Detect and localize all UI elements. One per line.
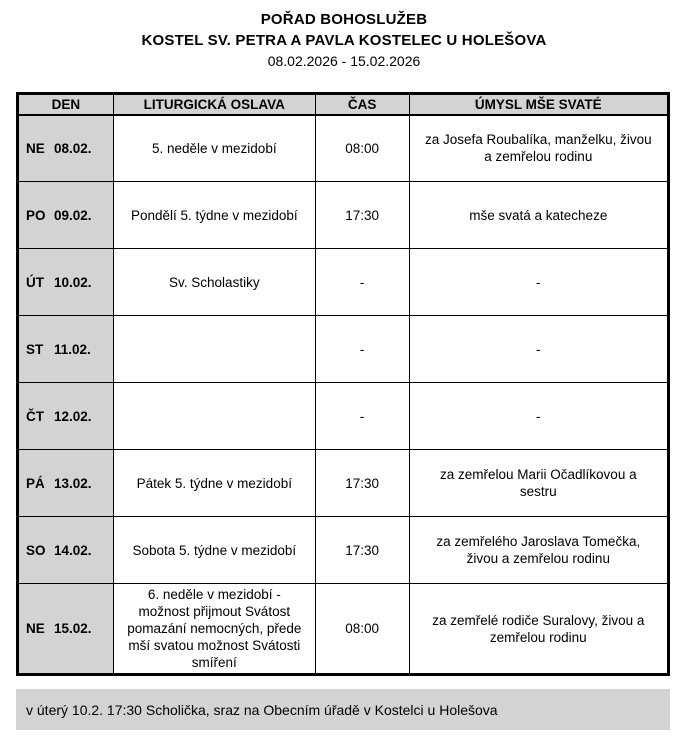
document-header — [0, 0, 688, 72]
intention-cell: mše svatá a katecheze — [409, 182, 668, 249]
day-abbreviation: SO — [26, 542, 46, 558]
day-date: 08.02. — [54, 140, 92, 156]
celebration-cell: Pátek 5. týdne v mezidobí — [113, 450, 315, 517]
date-range: 08.02.2026 - 15.02.2026 — [267, 53, 421, 69]
time-cell: 08:00 — [315, 115, 409, 182]
day-cell — [18, 383, 114, 450]
celebration-cell: Pondělí 5. týdne v mezidobí — [113, 182, 315, 249]
table-row — [18, 249, 669, 316]
table-row — [18, 383, 669, 450]
time-cell: - — [315, 249, 409, 316]
day-date: 15.02. — [54, 621, 92, 636]
day-cell — [18, 249, 114, 316]
table-row — [18, 182, 669, 249]
table-row — [18, 115, 669, 182]
column-header-day: DEN — [18, 94, 114, 115]
celebration-cell — [113, 383, 315, 450]
table-row — [18, 584, 669, 675]
celebration-cell: Sobota 5. týdne v mezidobí — [113, 517, 315, 584]
intention-cell: za zemřelou Marii Očadlíkovou a sestru — [409, 450, 668, 517]
day-cell — [18, 450, 114, 517]
column-header-intention: ÚMYSL MŠE SVATÉ — [409, 94, 668, 115]
day-abbreviation: NE — [26, 140, 45, 156]
day-cell — [18, 182, 114, 249]
time-cell: 17:30 — [315, 517, 409, 584]
time-cell: 17:30 — [315, 450, 409, 517]
church-name: KOSTEL SV. PETRA A PAVLA KOSTELEC U HOLEŠOVA — [141, 32, 547, 49]
intention-cell: - — [409, 316, 668, 383]
footer-note-text: v úterý 10.2. 17:30 Scholička, sraz na Obecním úřadě v Kostelci u Holešova — [26, 701, 498, 718]
time-cell: 17:30 — [315, 182, 409, 249]
intention-cell: - — [409, 249, 668, 316]
day-date: 11.02. — [54, 341, 91, 357]
day-abbreviation: NE — [26, 621, 45, 636]
celebration-cell: 5. neděle v mezidobí — [113, 115, 315, 182]
footer-note-bar — [16, 689, 670, 730]
day-abbreviation: PÁ — [26, 475, 45, 491]
day-abbreviation: ČT — [26, 408, 44, 424]
day-cell — [18, 316, 114, 383]
celebration-cell — [113, 316, 315, 383]
intention-cell: - — [409, 383, 668, 450]
table-header-row — [18, 94, 669, 115]
time-cell: - — [315, 316, 409, 383]
day-date: 12.02. — [54, 408, 92, 424]
day-cell — [18, 584, 114, 675]
day-abbreviation: ÚT — [26, 274, 44, 290]
day-abbreviation: ST — [26, 341, 44, 357]
time-cell: 08:00 — [315, 584, 409, 675]
day-date: 14.02. — [54, 542, 92, 558]
day-date: 13.02. — [54, 475, 92, 491]
column-header-time: ČAS — [315, 94, 409, 115]
intention-cell: za zemřelé rodiče Suralovy, živou a zemřelou rodinu — [409, 584, 668, 675]
day-date: 09.02. — [54, 207, 92, 223]
day-cell — [18, 115, 114, 182]
table-row — [18, 517, 669, 584]
celebration-cell: 6. neděle v mezidobí - možnost přijmout Svátost pomazání nemocných, přede mší svatou možnost Svátosti smíření — [113, 584, 315, 675]
day-date: 10.02. — [54, 274, 92, 290]
page-title: POŘAD BOHOSLUŽEB — [260, 11, 428, 28]
intention-cell: za Josefa Roubalíka, manželku, živou a zemřelou rodinu — [409, 115, 668, 182]
day-cell — [18, 517, 114, 584]
schedule-table — [16, 92, 670, 676]
column-header-celebration: LITURGICKÁ OSLAVA — [113, 94, 315, 115]
day-abbreviation: PO — [26, 207, 46, 223]
time-cell: - — [315, 383, 409, 450]
celebration-cell: Sv. Scholastiky — [113, 249, 315, 316]
table-row — [18, 450, 669, 517]
intention-cell: za zemřelého Jaroslava Tomečka, živou a zemřelou rodinu — [409, 517, 668, 584]
table-row — [18, 316, 669, 383]
